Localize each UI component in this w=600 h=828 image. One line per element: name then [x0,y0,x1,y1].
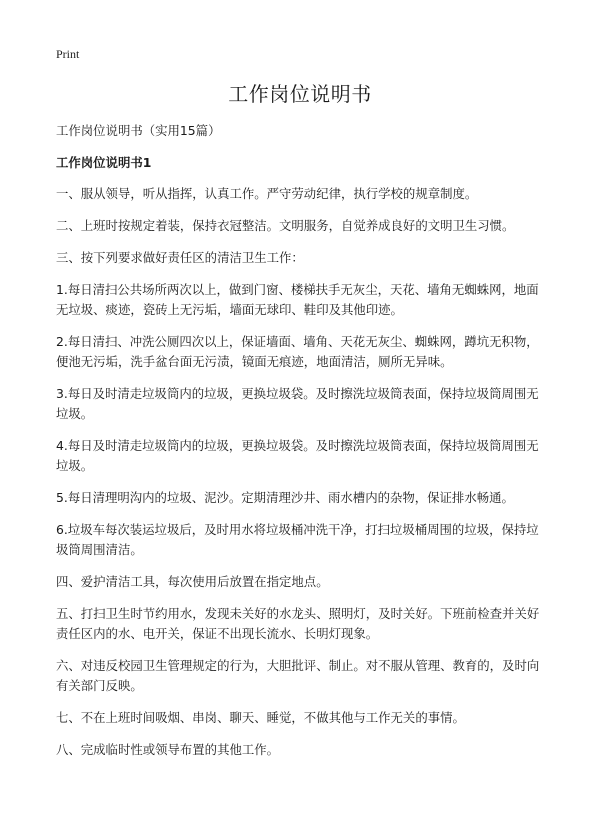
paragraph: 一、服从领导，听从指挥，认真工作。严守劳动纪律，执行学校的规章制度。 [56,186,478,201]
print-link[interactable]: Print [56,47,80,61]
paragraph: 八、完成临时性或领导布置的其他工作。 [56,742,280,757]
page-title: 工作岗位说明书 [228,82,372,106]
paragraph: 2.每日清扫、冲洗公厕四次以上，保证墙面、墙角、天花无灰尘、蜘蛛网，蹲坑无积物，便池无污垢，洗手盆台面无污渍，镜面无痕迹，地面清洁，厕所无异味。 [56,334,539,369]
paragraph: 1.每日清扫公共场所两次以上，做到门窗、楼梯扶手无灰尘，天花、墙角无蜘蛛网，地面无垃圾、痰迹，瓷砖上无污垢，墙面无球印、鞋印及其他印迹。 [56,282,539,317]
paragraph: 5.每日清理明沟内的垃圾、泥沙。定期清理沙井、雨水槽内的杂物，保证排水畅通。 [56,490,514,505]
paragraph: 三、按下列要求做好责任区的清洁卫生工作： [56,250,304,265]
document-subtitle: 工作岗位说明书（实用15篇） [56,123,221,138]
paragraph: 4.每日及时清走垃圾筒内的垃圾，更换垃圾袋。及时擦洗垃圾筒表面，保持垃圾筒周围无垃圾。 [56,438,539,473]
paragraph: 五、打扫卫生时节约用水，发现未关好的水龙头、照明灯，及时关好。下班前检查并关好责任区内的水、电开关，保证不出现长流水、长明灯现象。 [56,606,540,641]
document-body [56,121,548,772]
paragraph: 6.垃圾车每次装运垃圾后，及时用水将垃圾桶冲洗干净，打扫垃圾桶周围的垃圾，保持垃圾筒周围清洁。 [56,522,539,557]
paragraph: 六、对违反校园卫生管理规定的行为，大胆批评、制止。对不服从管理、教育的，及时向有关部门反映。 [56,658,540,693]
paragraph: 四、爱护清洁工具，每次使用后放置在指定地点。 [56,574,329,589]
section-heading: 工作岗位说明书1 [56,155,152,170]
paragraph: 七、不在上班时间吸烟、串岗、聊天、睡觉，不做其他与工作无关的事情。 [56,710,465,725]
paragraph: 二、上班时按规定着装，保持衣冠整洁。文明服务，自觉养成良好的文明卫生习惯。 [56,218,515,233]
paragraph: 3.每日及时清走垃圾筒内的垃圾，更换垃圾袋。及时擦洗垃圾筒表面，保持垃圾筒周围无垃圾。 [56,386,539,421]
